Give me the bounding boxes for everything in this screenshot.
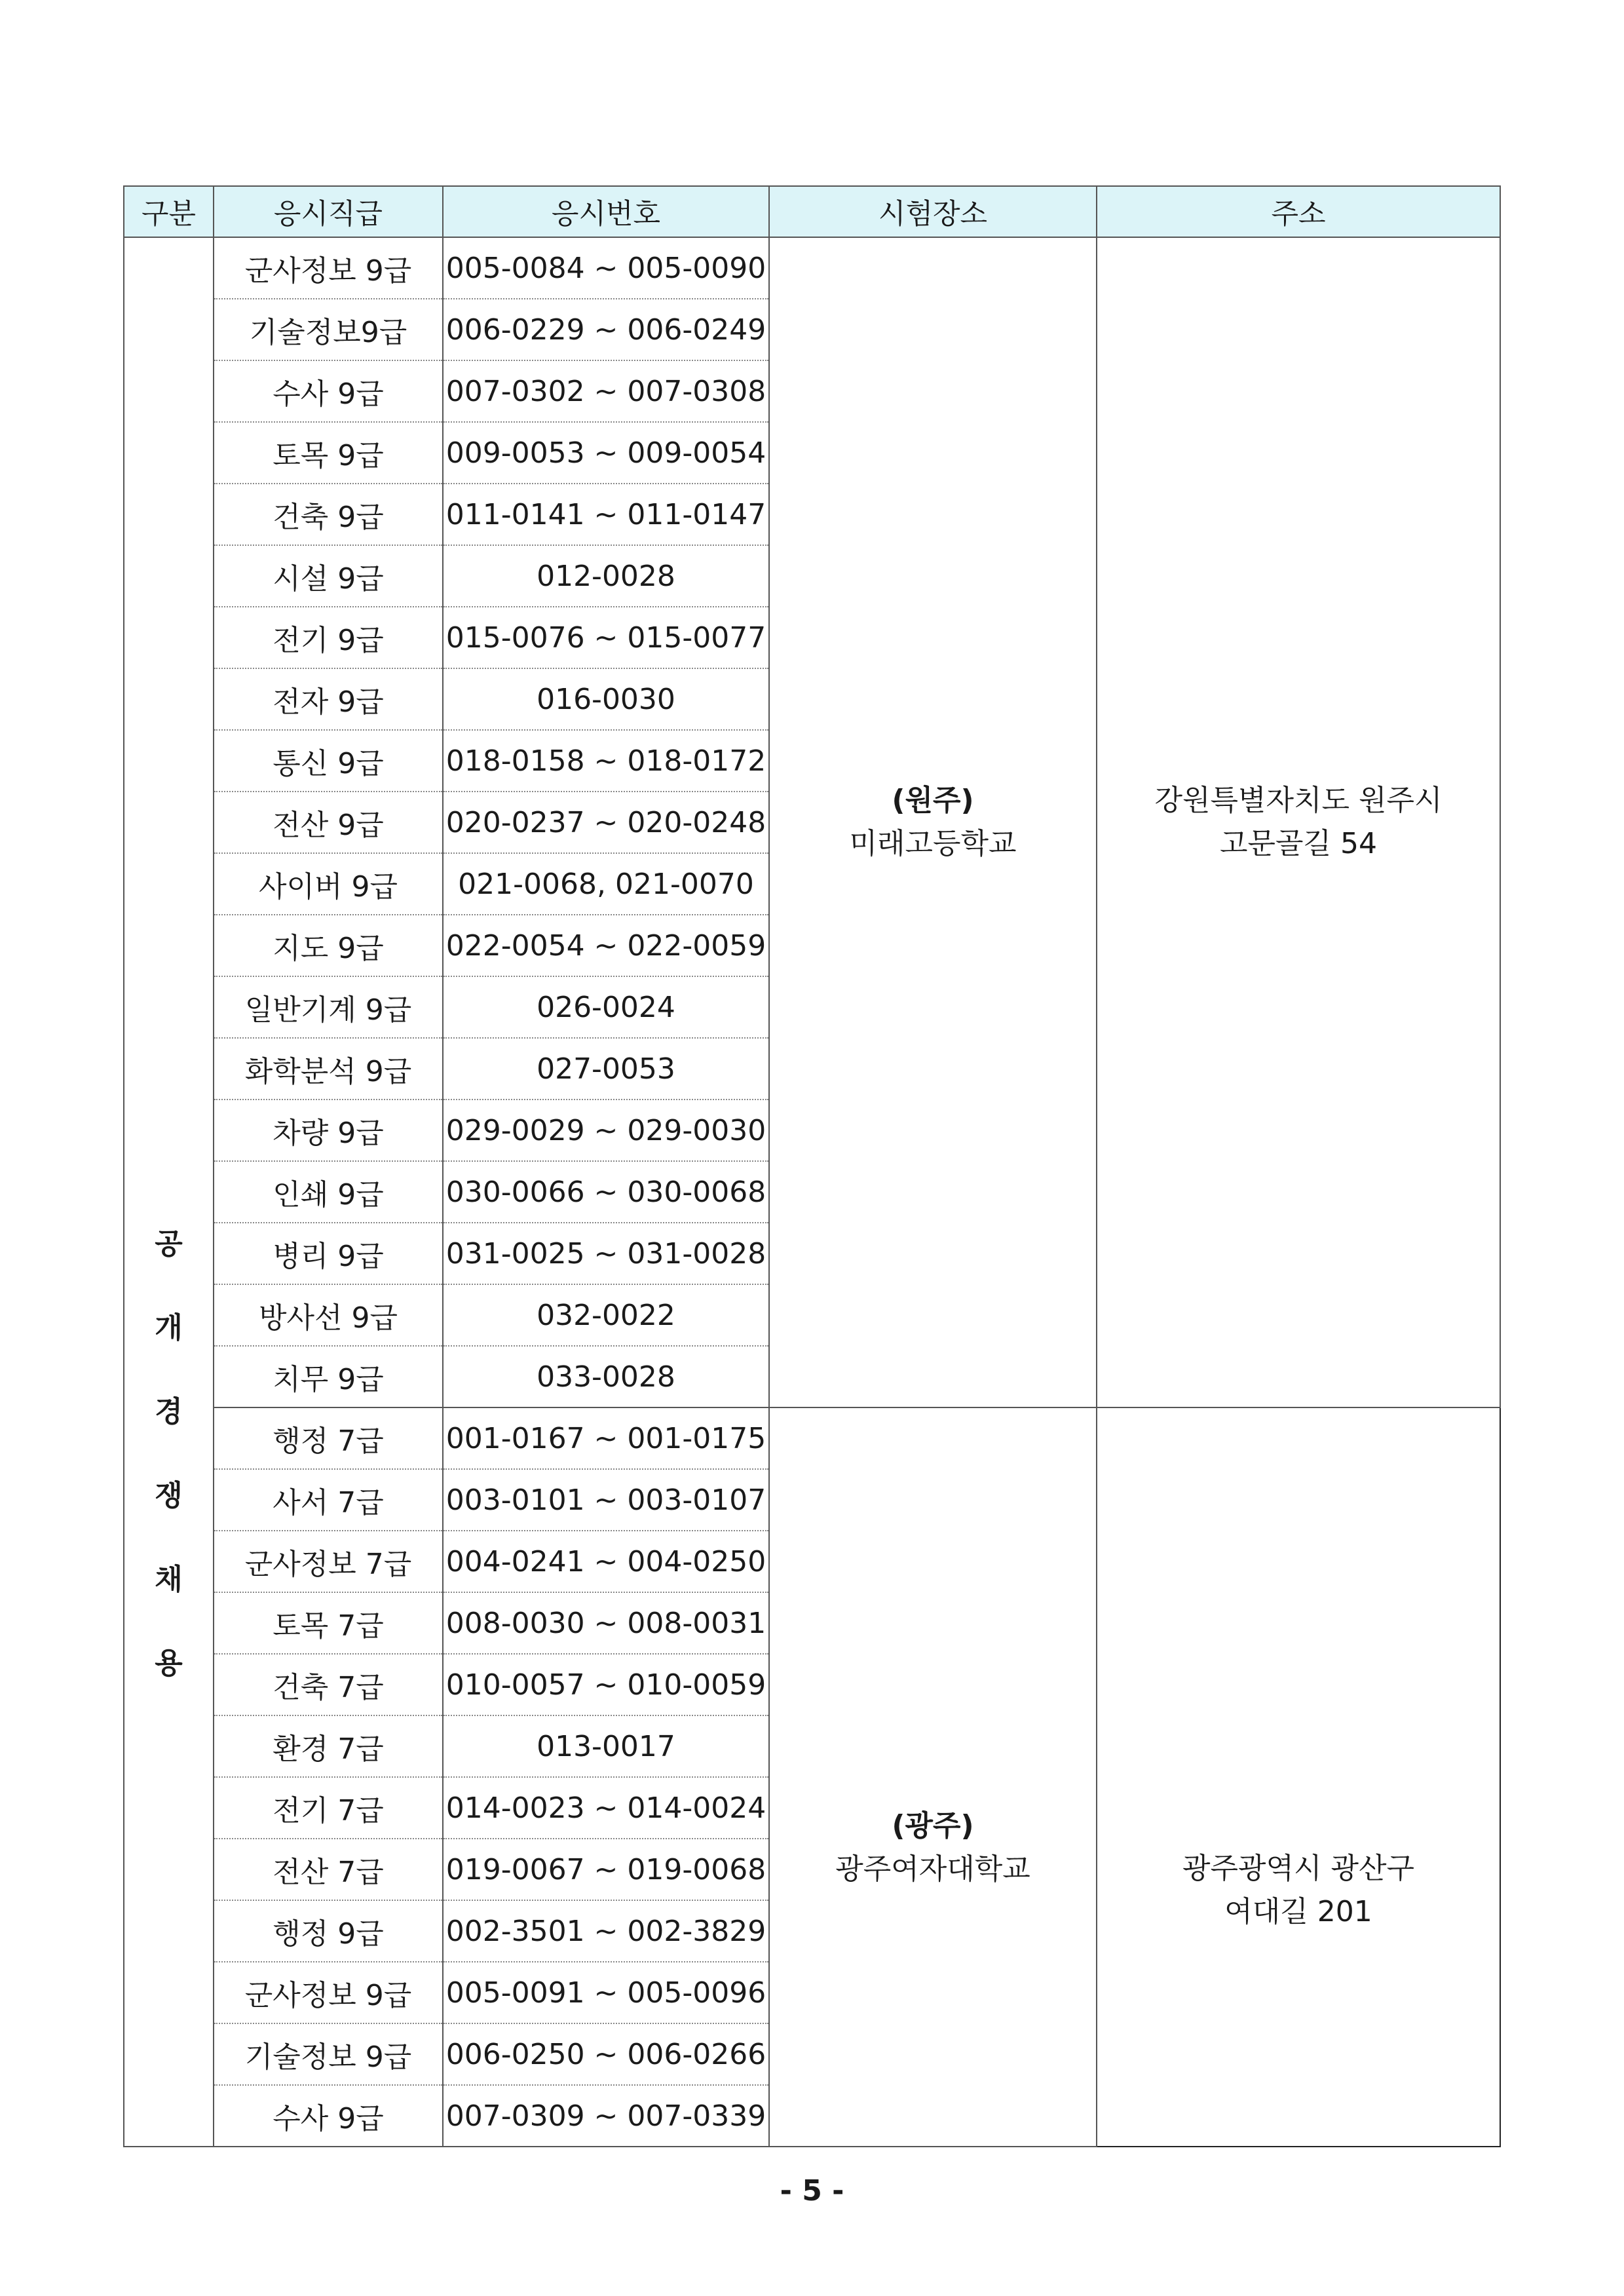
exam-number-cell: 033-0028 <box>443 1346 769 1407</box>
exam-number-cell: 018-0158 ~ 018-0172 <box>443 730 769 792</box>
category-char: 용 <box>155 1647 183 1680</box>
category-char: 공 <box>155 1227 183 1261</box>
exam-number-cell: 005-0091 ~ 005-0096 <box>443 1962 769 2023</box>
exam-number-cell: 006-0250 ~ 006-0266 <box>443 2023 769 2085</box>
exam-number-cell: 011-0141 ~ 011-0147 <box>443 484 769 545</box>
exam-number-cell: 026-0024 <box>443 976 769 1038</box>
exam-number-cell: 032-0022 <box>443 1284 769 1346</box>
address-line: 고문골길 54 <box>1220 827 1377 860</box>
exam-venue-cell <box>769 237 1097 1407</box>
grade-cell: 기술정보9급 <box>214 299 443 360</box>
exam-number-cell: 021-0068, 021-0070 <box>443 853 769 915</box>
grade-cell: 통신 9급 <box>214 730 443 792</box>
category-char: 개 <box>155 1311 183 1345</box>
exam-number-cell: 007-0302 ~ 007-0308 <box>443 360 769 422</box>
grade-cell: 인쇄 9급 <box>214 1161 443 1223</box>
exam-number-cell: 029-0029 ~ 029-0030 <box>443 1100 769 1161</box>
exam-number-cell: 031-0025 ~ 031-0028 <box>443 1223 769 1284</box>
address-line: 강원특별자치도 원주시 <box>1154 784 1443 817</box>
grade-cell: 행정 7급 <box>214 1407 443 1469</box>
grade-cell: 사이버 9급 <box>214 853 443 915</box>
exam-number-cell: 004-0241 ~ 004-0250 <box>443 1531 769 1592</box>
header-address: 주소 <box>1097 186 1500 237</box>
exam-number-cell: 006-0229 ~ 006-0249 <box>443 299 769 360</box>
category-label <box>124 1202 213 1706</box>
grade-cell: 전산 9급 <box>214 792 443 853</box>
exam-number-cell: 013-0017 <box>443 1715 769 1777</box>
grade-cell: 건축 7급 <box>214 1654 443 1715</box>
exam-number-cell: 001-0167 ~ 001-0175 <box>443 1407 769 1469</box>
category-cell <box>124 237 214 2147</box>
address-cell <box>1097 237 1500 1407</box>
exam-number-cell: 010-0057 ~ 010-0059 <box>443 1654 769 1715</box>
grade-cell: 화학분석 9급 <box>214 1038 443 1100</box>
table-body <box>124 237 1500 2147</box>
grade-cell: 토목 7급 <box>214 1592 443 1654</box>
grade-cell: 방사선 9급 <box>214 1284 443 1346</box>
exam-number-cell: 022-0054 ~ 022-0059 <box>443 915 769 976</box>
grade-cell: 수사 9급 <box>214 2085 443 2147</box>
exam-number-cell: 005-0084 ~ 005-0090 <box>443 237 769 299</box>
category-char: 쟁 <box>155 1479 183 1512</box>
exam-number-cell: 014-0023 ~ 014-0024 <box>443 1777 769 1839</box>
header-category: 구분 <box>124 186 214 237</box>
grade-cell: 군사정보 9급 <box>214 237 443 299</box>
exam-number-cell: 027-0053 <box>443 1038 769 1100</box>
grade-cell: 병리 9급 <box>214 1223 443 1284</box>
header-exam-number: 응시번호 <box>443 186 769 237</box>
address-line: 여대길 201 <box>1224 1895 1372 1928</box>
grade-cell: 군사정보 9급 <box>214 1962 443 2023</box>
venue-name: 광주여자대학교 <box>835 1852 1030 1886</box>
grade-cell: 전기 7급 <box>214 1777 443 1839</box>
exam-venue-table-section <box>123 185 1500 2147</box>
address-line: 광주광역시 광산구 <box>1182 1852 1415 1885</box>
exam-number-cell: 002-3501 ~ 002-3829 <box>443 1900 769 1962</box>
exam-number-cell: 003-0101 ~ 003-0107 <box>443 1469 769 1531</box>
grade-cell: 지도 9급 <box>214 915 443 976</box>
grade-cell: 일반기계 9급 <box>214 976 443 1038</box>
table-header-row <box>124 186 1500 237</box>
header-exam-venue: 시험장소 <box>769 186 1097 237</box>
exam-number-cell: 007-0309 ~ 007-0339 <box>443 2085 769 2147</box>
address-cell <box>1097 1407 1500 2147</box>
exam-number-cell: 015-0076 ~ 015-0077 <box>443 607 769 668</box>
grade-cell: 환경 7급 <box>214 1715 443 1777</box>
category-char: 경 <box>155 1395 183 1428</box>
exam-number-cell: 020-0237 ~ 020-0248 <box>443 792 769 853</box>
table-row <box>124 237 1500 299</box>
exam-number-cell: 019-0067 ~ 019-0068 <box>443 1839 769 1900</box>
grade-cell: 치무 9급 <box>214 1346 443 1407</box>
grade-cell: 시설 9급 <box>214 545 443 607</box>
grade-cell: 군사정보 7급 <box>214 1531 443 1592</box>
category-char: 채 <box>155 1563 183 1596</box>
grade-cell: 전산 7급 <box>214 1839 443 1900</box>
exam-number-cell: 030-0066 ~ 030-0068 <box>443 1161 769 1223</box>
venue-region: (원주) <box>892 784 974 817</box>
venue-name: 미래고등학교 <box>849 827 1017 860</box>
header-grade: 응시직급 <box>214 186 443 237</box>
exam-number-cell: 016-0030 <box>443 668 769 730</box>
grade-cell: 토목 9급 <box>214 422 443 484</box>
exam-venue-table <box>123 185 1501 2147</box>
venue-region: (광주) <box>892 1809 974 1843</box>
exam-number-cell: 012-0028 <box>443 545 769 607</box>
exam-number-cell: 008-0030 ~ 008-0031 <box>443 1592 769 1654</box>
grade-cell: 행정 9급 <box>214 1900 443 1962</box>
grade-cell: 기술정보 9급 <box>214 2023 443 2085</box>
grade-cell: 수사 9급 <box>214 360 443 422</box>
grade-cell: 전자 9급 <box>214 668 443 730</box>
exam-number-cell: 009-0053 ~ 009-0054 <box>443 422 769 484</box>
exam-venue-cell <box>769 1407 1097 2147</box>
page-number: - 5 - <box>780 2174 844 2208</box>
grade-cell: 건축 9급 <box>214 484 443 545</box>
grade-cell: 사서 7급 <box>214 1469 443 1531</box>
table-row <box>124 1407 1500 1469</box>
grade-cell: 차량 9급 <box>214 1100 443 1161</box>
grade-cell: 전기 9급 <box>214 607 443 668</box>
